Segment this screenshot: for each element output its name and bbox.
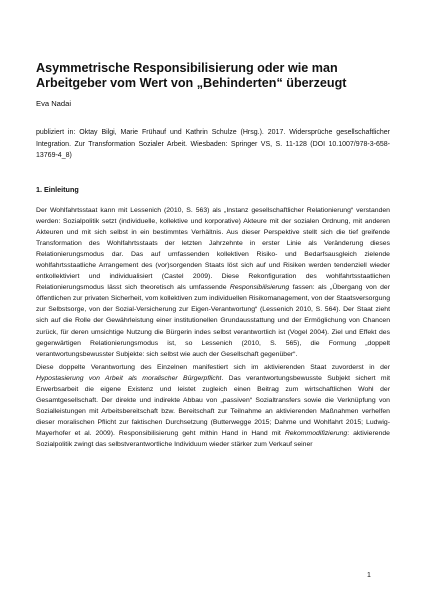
section-heading: 1. Einleitung — [36, 185, 79, 194]
paragraph-2-text-3: : aktivierende Sozialpolitik zwingt das selbstverantwortliche Individuum wieder stärker zum Verkauf seiner — [36, 430, 390, 449]
paragraph-1 — [36, 205, 390, 360]
paragraph-2-emphasis-1: Hypostasierung von Arbeit als moralischer Bürgerpflicht — [36, 375, 222, 383]
paragraph-2 — [36, 362, 390, 450]
paragraph-1-emphasis-1: Responsibilisierung — [229, 284, 290, 292]
author-name: Eva Nadai — [36, 99, 72, 108]
paragraph-2-text-2: . Das verantwortungsbewusste Subjekt sichert mit Erwerbsarbeit die eigene Existenz und leistet zugleich einen Beitrag zum wirtschaftlichen Wohl der Gesamtgesellschaft. Der direkte und indirekte Abbau von „passiven“ Sozialtransfers sowie die Verknüpfung von Sozialleistungen mit Arbeitsbereitschaft bzw. Bereitschaft zur Teilnahme an aktivierenden Maßnahmen verhelfen dieser moralischen Pflicht zur faktischen Durchsetzung (Butterwegge 2015; Dahme und Wohlfahrt 2015; Ludwig-Mayerhofer et al. 2009). Responsibilisierung geht mithin Hand in Hand mit — [36, 375, 390, 438]
paragraph-1-text-1: Der Wohlfahrtsstaat kann mit Lessenich (2010, S. 563) als „Instanz gesellschaftlicher Relationierung“ verstanden werden: Sozialpolitik setzt (individuelle, kollektive und korporative) Akteure mit der sozialen Ordnung, mit anderen Akteuren und mit sich selbst in ein bestimmtes Verhältnis. Aus dieser Perspektive stellt sich die tief greifende Transformation des Wohlfahrtsstaats der letzten Jahrzehnte in erster Linie als Veränderung dieses Relationierungsmodus dar. Das auf umfassenden kollektiven Risiko- und Bedarfsausgleich zielende wohlfahrtsstaatliche Arrangement des (vor)sorgenden Staats löst sich auf und Risiken werden tendenziell wieder entkollektiviert und individualisiert (Castel 2009). Diese Rekonfiguration des wohlfahrtsstaatlichen Relationierungsmodus lässt sich theoretisch als umfassende — [36, 207, 390, 292]
paragraph-2-text-1: Diese doppelte Verantwortung des Einzelnen manifestiert sich im aktivierenden Staat zuvorderst in der — [36, 364, 390, 372]
paragraph-1-text-2: fassen: als „Übergang von der öffentlichen zur privaten Sicherheit, vom kollektiven zum individuellen Risikomanagement, von der Staatsversorgung zur Selbstsorge, von der Sozial-Versicherung zur Eigen-Verantwortung“ (Lessenich 2010, S. 564). Der Staat zieht sich auf die Rolle der Gewährleistung einer institutionellen Grundausstattung und der Ermöglichung von Chancen zurück, für deren umsichtige Nutzung die Bürgerin indes selbst verantwortlich ist (Vogel 2004). Ziel und Effekt des gegenwärtigen Relationierungsmodus ist, so Lessenich (2010, S. 565), die Formung „doppelt verantwortungsbewusster Subjekte: sich selbst wie auch der Gesellschaft gegenüber“. — [36, 284, 390, 358]
publication-info: publiziert in: Oktay Bilgi, Marie Frühauf und Kathrin Schulze (Hrsg.). 2017. Widersprüche gesellschaftlicher Integration. Zur Transformation Sozialer Arbeit. Wiesbaden: Springer VS, S. 11-128 (DOI 10.1007/978-3-658-13769-4_8) — [36, 129, 390, 160]
body-text — [36, 205, 390, 453]
page-number: 1 — [367, 572, 371, 579]
paper-title: Asymmetrische Responsibilisierung oder wie man Arbeitgeber vom Wert von „Behinderten“ überzeugt — [36, 61, 347, 90]
paragraph-2-emphasis-2: Rekommodifizierung — [284, 430, 348, 438]
